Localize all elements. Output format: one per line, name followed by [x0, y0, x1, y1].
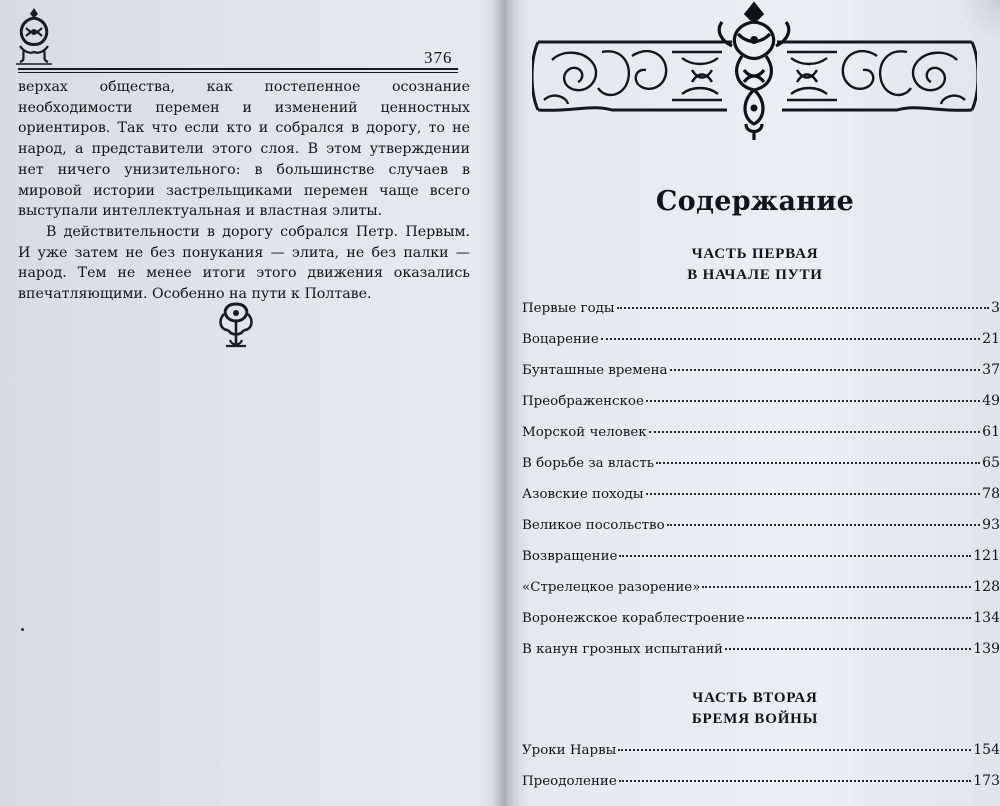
- knot-vignette-icon: [214, 300, 258, 350]
- toc-entry-page: 65: [982, 455, 1000, 471]
- toc-entry[interactable]: [522, 579, 1000, 599]
- header-rule-thin: [18, 72, 458, 73]
- part-number: ЧАСТЬ ПЕРВАЯ: [691, 246, 819, 262]
- stray-mark: [21, 628, 24, 631]
- toc-entry-label: В борьбе за власть: [522, 456, 655, 471]
- toc-entry[interactable]: [522, 548, 1000, 568]
- toc-entry[interactable]: [522, 773, 1000, 793]
- knot-ornament-icon: [12, 6, 56, 66]
- toc-entry-label: «Стрелецкое разорение»: [522, 580, 701, 595]
- toc-entry[interactable]: [522, 424, 1000, 444]
- dot-leader: [617, 307, 990, 309]
- toc-entry-page: 21: [982, 331, 1000, 347]
- part-heading: [510, 244, 1000, 286]
- dot-leader: [646, 400, 980, 402]
- toc-entry-page: 61: [982, 424, 1000, 440]
- toc-entry-page: 134: [973, 610, 1000, 626]
- toc-entry[interactable]: [522, 331, 1000, 351]
- toc-entry-label: Морской человек: [522, 425, 647, 440]
- toc-entry[interactable]: [522, 393, 1000, 413]
- toc-entry-label: Уроки Нарвы: [522, 743, 617, 758]
- dot-leader: [702, 586, 971, 588]
- dot-leader: [649, 431, 981, 433]
- dot-leader: [725, 648, 971, 650]
- toc-entry[interactable]: [522, 455, 1000, 475]
- toc-entry-label: Преодоление: [522, 774, 617, 789]
- part-number: ЧАСТЬ ВТОРАЯ: [692, 690, 818, 706]
- toc-entry-page: 3: [991, 300, 1000, 316]
- toc-entry[interactable]: [522, 742, 1000, 762]
- page-number: 376: [424, 48, 453, 67]
- part-title: В НАЧАЛЕ ПУТИ: [687, 267, 823, 283]
- toc-entry-label: Первые годы: [522, 301, 615, 316]
- toc-entry-page: 173: [973, 773, 1000, 789]
- toc-title: Содержание: [655, 186, 855, 217]
- paragraph: верхах общества, как постепенное осознание необходимости перемен и изменений ценностных ориентиров. Так что если кто и собрался в дорогу, то не народ, а представители этого слоя. В этом утверждении нет ничего унизительного: в большинстве случаев в мировой истории застрельщиками перемен чаще всего выступали интеллектуальная и властная элиты.: [18, 79, 470, 220]
- toc-entry-page: 93: [982, 517, 1000, 533]
- dot-leader: [747, 617, 972, 619]
- toc-entry[interactable]: [522, 610, 1000, 630]
- part-heading: [510, 688, 1000, 730]
- header-rule: [18, 68, 458, 70]
- ornamental-banner: [532, 0, 977, 160]
- toc-entry[interactable]: [522, 300, 1000, 320]
- toc-entry-page: 128: [973, 579, 1000, 595]
- dot-leader: [618, 749, 971, 751]
- dot-leader: [601, 338, 980, 340]
- toc-entry-label: В канун грозных испытаний: [522, 642, 723, 657]
- right-page: [510, 0, 1000, 806]
- toc-entry-label: Воронежское кораблестроение: [522, 611, 745, 626]
- toc-entry-label: Возвращение: [522, 549, 618, 564]
- dot-leader: [670, 369, 981, 371]
- toc-entry-page: 37: [982, 362, 1000, 378]
- left-page: [0, 0, 495, 806]
- toc-entry-page: 49: [982, 393, 1000, 409]
- toc-entry[interactable]: [522, 486, 1000, 506]
- paragraph: В действительности в дорогу собрался Петр. Первым. И уже затем не без понукания — элита, не без палки — народ. Тем не менее итоги этого движения оказались впечатляющими. Особенно на пути к Полтаве.: [18, 223, 470, 303]
- body-text: [18, 77, 470, 305]
- toc-entry-label: Воцарение: [522, 332, 599, 347]
- toc-entry-page: 154: [973, 742, 1000, 758]
- toc-entry[interactable]: [522, 517, 1000, 537]
- toc-entry[interactable]: [522, 362, 1000, 382]
- toc-entry-label: Бунташные времена: [522, 363, 668, 378]
- toc-entry[interactable]: [522, 641, 1000, 661]
- dot-leader: [619, 780, 972, 782]
- toc-entry-label: Азовские походы: [522, 487, 644, 502]
- dot-leader: [667, 524, 981, 526]
- toc-entry-page: 78: [982, 486, 1000, 502]
- dot-leader: [646, 493, 981, 495]
- toc-entry-page: 139: [973, 641, 1000, 657]
- toc-entry-label: Преображенское: [522, 394, 644, 409]
- toc-entry-label: Великое посольство: [522, 518, 665, 533]
- dot-leader: [656, 462, 980, 464]
- toc-entry-page: 121: [973, 548, 1000, 564]
- part-title: БРЕМЯ ВОЙНЫ: [691, 711, 819, 727]
- dot-leader: [619, 555, 971, 557]
